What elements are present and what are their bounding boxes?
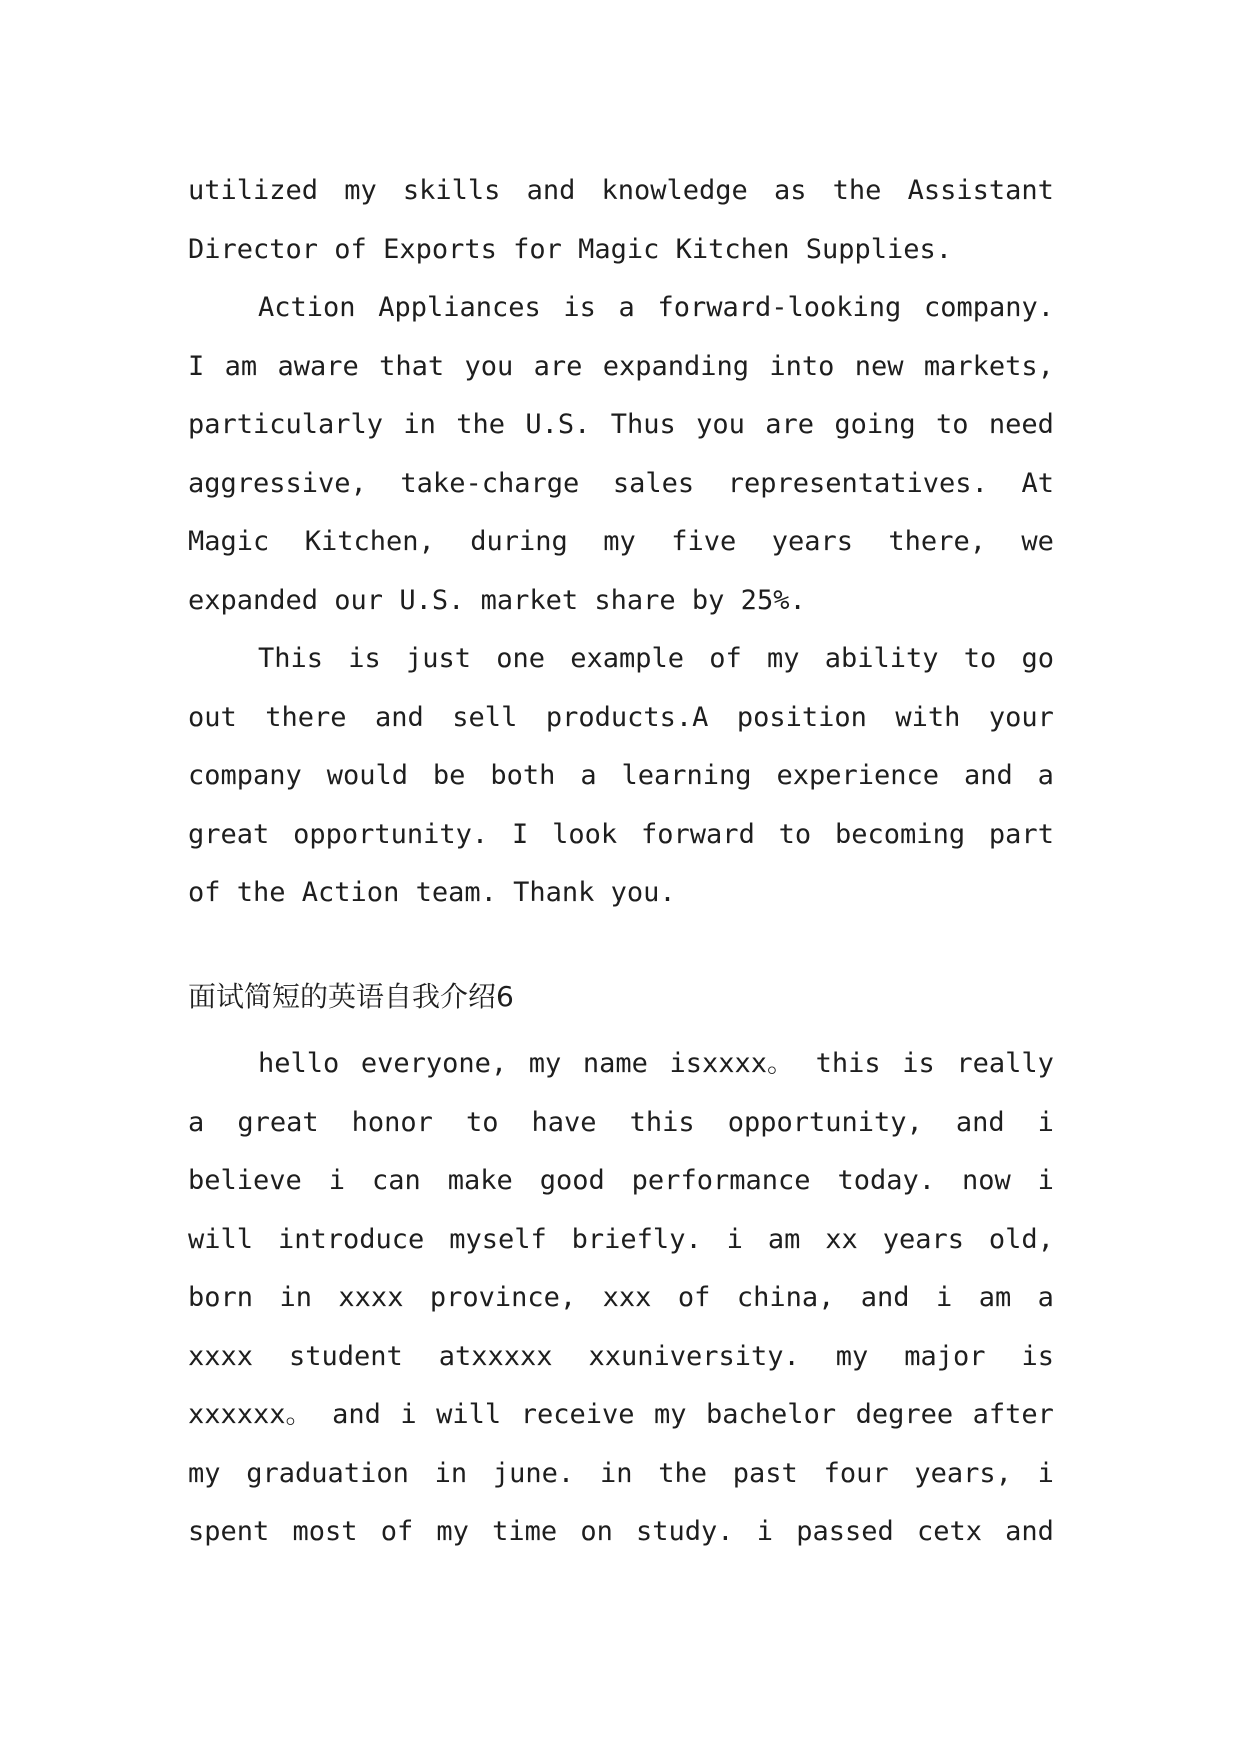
word: to [465,1106,499,1138]
text-line [188,1445,1054,1504]
word: are [765,409,815,440]
word: of [380,1516,414,1547]
text-line [188,1269,1054,1328]
word: Kitchen, [304,526,435,557]
word: you [696,409,745,440]
text-line [188,513,1054,572]
word: performance [631,1165,811,1196]
text-line: of the Action team. Thank you. [188,877,676,908]
word: Thus [610,409,676,440]
word: learning [621,760,752,791]
word: Assistant [907,175,1054,206]
word: that [379,350,445,382]
word: need [988,409,1054,440]
word: is [348,643,381,674]
text-line [188,162,1054,221]
word: really [956,1048,1054,1079]
word: there, [888,526,986,557]
word: new [854,350,904,382]
body-text-upper [188,162,1054,923]
word: on [580,1516,613,1547]
word: there [265,701,347,733]
word: is [563,292,596,323]
word: just [405,643,472,674]
word: province, [429,1282,577,1313]
word: in [403,409,436,440]
text-line [188,279,1054,338]
word: briefly. [571,1223,702,1255]
word: to [963,643,997,674]
word: going [834,409,916,440]
text-line [188,630,1054,689]
word: make [447,1165,513,1196]
word: skills [402,175,501,206]
word: be [432,760,466,791]
word: expanding [602,350,750,382]
word: after [972,1399,1054,1430]
text-line [188,1094,1054,1153]
word: sales [612,467,695,499]
word: and [375,701,424,733]
word: great [237,1106,319,1138]
word: great [188,818,270,850]
word: will [188,1223,254,1255]
word: student [288,1340,403,1372]
word: sell [452,701,518,733]
word: I [188,350,205,382]
word: as [773,175,807,206]
word: am [767,1223,801,1255]
word: markets, [923,350,1054,382]
word: my [528,1048,562,1079]
word: xxxx [338,1282,404,1313]
word: spent [188,1516,270,1547]
word: introduce [277,1223,425,1255]
word: the [456,409,506,440]
word: ability [824,643,939,674]
word: a [580,760,597,791]
word: old, [988,1223,1054,1255]
word: years, [914,1457,1012,1489]
word: i [936,1282,953,1313]
word: both [490,760,556,791]
word: xxxxxx。 [188,1399,313,1430]
word: i [1037,1457,1054,1489]
word: into [769,350,835,382]
word: five [671,526,737,557]
word: is [1021,1340,1054,1372]
word: this [815,1048,881,1079]
word: isxxxx。 [669,1048,795,1079]
word: with [895,701,961,733]
word: This [258,643,324,674]
word: i [328,1165,346,1196]
word: in [279,1282,312,1313]
word: this [629,1106,695,1138]
word: now [961,1165,1011,1196]
word: experience [776,760,940,791]
word: name [582,1048,648,1079]
word: my [188,1457,221,1489]
word: major [904,1340,986,1372]
word: and [332,1399,381,1430]
text-line [188,1386,1054,1445]
word: company [188,760,302,791]
word: aggressive, [188,467,367,499]
word: we [1021,526,1054,557]
word: everyone, [360,1048,508,1079]
word: atxxxxx [438,1340,553,1372]
word: are [533,350,583,382]
word: U.S. [525,409,591,440]
word: most [292,1516,358,1547]
word: representatives. [727,467,988,499]
word: i [1037,1165,1054,1196]
word: past [732,1457,798,1489]
word: am [978,1282,1012,1313]
word: born [188,1282,254,1313]
word: Magic [188,526,270,557]
word: is [902,1048,935,1079]
word: my [436,1516,469,1547]
word: a [618,292,635,323]
word: part [988,818,1054,850]
word: Appliances [378,292,541,323]
word: will [436,1399,502,1430]
word: the [658,1457,707,1489]
word: products.A [545,701,709,733]
word: graduation [246,1457,409,1489]
text-line [188,1152,1054,1211]
word: go [1021,643,1054,674]
word: becoming [835,818,966,850]
word: china, [736,1282,835,1313]
text-line [188,455,1054,514]
word: the [832,175,882,206]
word: can [371,1165,421,1196]
section-heading: 面试简短的英语自我介绍6 [188,980,514,1013]
word: my [835,1340,869,1372]
text-line [188,1035,1054,1094]
word: of [677,1282,711,1313]
word: i [756,1516,774,1547]
word: four [823,1457,889,1489]
word: aware [277,350,359,382]
word: and [526,175,576,206]
word: a [1037,760,1054,791]
word: I [512,818,529,850]
word: utilized [188,175,319,206]
text-line [188,396,1054,455]
text-line [188,1211,1054,1270]
word: years [771,526,853,557]
word: look [552,818,618,850]
word: myself [449,1223,547,1255]
word: to [936,409,969,440]
text-line: Director of Exports for Magic Kitchen Supplies. [188,233,953,265]
text-line [188,1503,1054,1562]
word: degree [855,1399,954,1430]
word: of [709,643,742,674]
word: xx [825,1223,858,1255]
word: my [766,643,800,674]
word: have [531,1106,597,1138]
word: one [496,643,546,674]
word: opportunity. [293,818,489,850]
word: example [570,643,685,674]
word: passed [796,1516,894,1547]
word: receive [520,1399,635,1430]
word: a [188,1106,205,1138]
word: today. [837,1165,935,1196]
word: xxxx [188,1340,254,1372]
word: and [963,760,1013,791]
word: to [778,818,812,850]
word: forward-looking [657,292,902,323]
word: my [344,175,377,206]
word: a [1037,1282,1054,1313]
word: years [882,1223,964,1255]
word: xxuniversity. [588,1340,800,1372]
word: and [955,1106,1005,1138]
word: during [470,526,568,557]
word: good [539,1165,605,1196]
word: At [1021,467,1054,499]
text-line [188,689,1054,748]
word: am [224,350,258,382]
text-line: expanded our U.S. market share by 25%. [188,584,806,616]
word: my [654,1399,687,1430]
word: bachelor [706,1399,837,1430]
word: knowledge [601,175,748,206]
word: time [492,1516,558,1547]
word: my [603,526,636,557]
word: and [1005,1516,1054,1547]
text-line [188,1328,1054,1387]
text-line [188,338,1054,397]
word: you [464,350,514,382]
word: opportunity, [727,1106,923,1138]
word: in [599,1457,633,1489]
word: believe [188,1165,302,1196]
word: in [434,1457,468,1489]
word: june. [492,1457,575,1489]
word: your [988,701,1054,733]
text-line [188,747,1054,806]
word: position [736,701,867,733]
word: and [860,1282,910,1313]
word: study. [636,1516,734,1547]
word: out [188,701,237,733]
word: hello [258,1048,340,1079]
word: cetx [916,1516,982,1547]
word: honor [351,1106,433,1138]
word: i [726,1223,743,1255]
word: take-charge [400,467,580,499]
body-text-lower [188,1035,1054,1562]
word: would [326,760,408,791]
word: i [1037,1106,1054,1138]
word: particularly [188,409,384,440]
text-line [188,806,1054,865]
word: forward [641,818,755,850]
word: xxx [602,1282,652,1313]
word: Action [258,292,356,323]
word: company. [923,292,1054,323]
word: i [400,1399,417,1430]
